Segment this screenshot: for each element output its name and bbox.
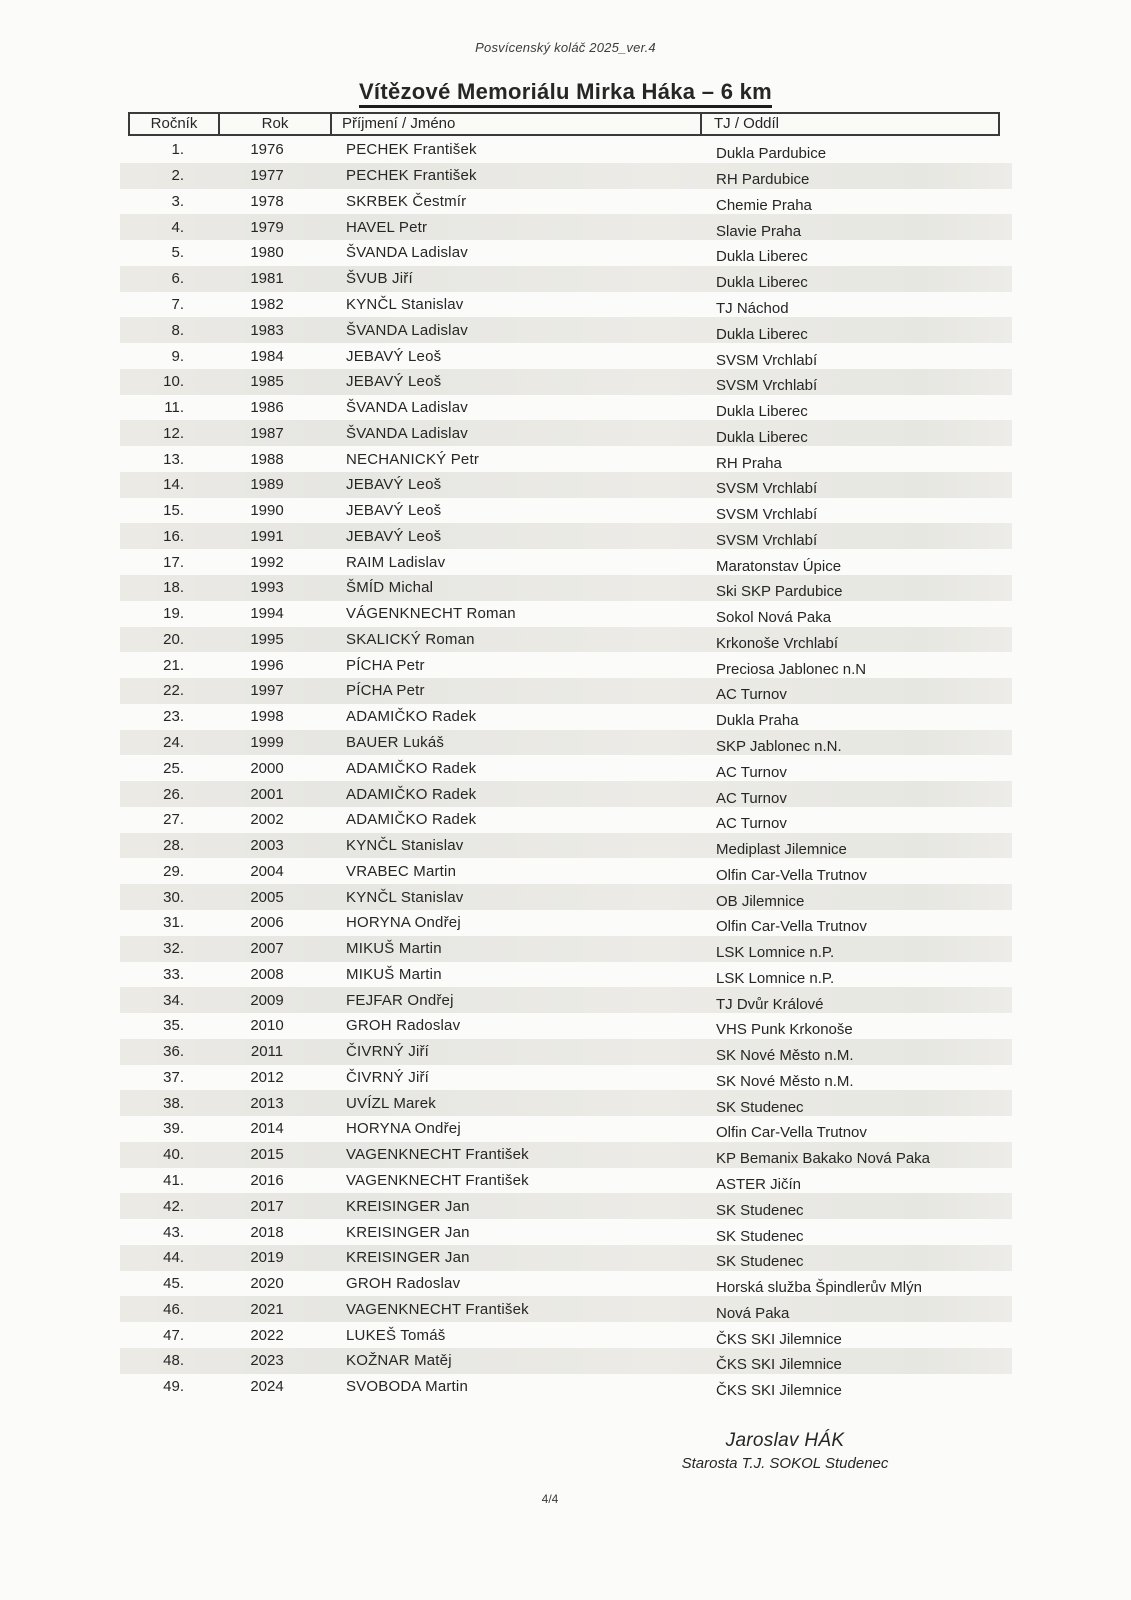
cell-oddil: SKP Jablonec n.N. bbox=[716, 737, 842, 755]
cell-rocnik: 22. bbox=[163, 682, 184, 700]
table-row bbox=[120, 472, 1012, 498]
table-row bbox=[120, 884, 1012, 910]
cell-rocnik: 17. bbox=[163, 553, 184, 571]
cell-jmeno: SKRBEK Čestmír bbox=[346, 192, 467, 210]
cell-rok: 2009 bbox=[250, 991, 284, 1009]
cell-jmeno: ADAMIČKO Radek bbox=[346, 811, 477, 829]
cell-jmeno: PECHEK František bbox=[346, 167, 477, 185]
table-row bbox=[120, 523, 1012, 549]
cell-oddil: Dukla Pardubice bbox=[716, 145, 827, 163]
cell-rok: 2006 bbox=[250, 914, 284, 932]
table-row bbox=[120, 730, 1012, 756]
cell-rocnik: 45. bbox=[163, 1275, 184, 1293]
cell-rocnik: 9. bbox=[171, 347, 184, 365]
column-header-jmeno: Příjmení / Jméno bbox=[330, 112, 702, 136]
cell-jmeno: HAVEL Petr bbox=[346, 218, 428, 236]
table-row bbox=[120, 1193, 1012, 1219]
cell-rocnik: 29. bbox=[163, 862, 184, 880]
table-row bbox=[120, 549, 1012, 575]
cell-rok: 2003 bbox=[250, 837, 284, 855]
cell-jmeno: KREISINGER Jan bbox=[346, 1197, 470, 1215]
cell-rok: 1997 bbox=[250, 682, 284, 700]
cell-oddil: LSK Lomnice n.P. bbox=[716, 969, 835, 987]
table-row bbox=[120, 266, 1012, 292]
table-row bbox=[120, 292, 1012, 318]
table-header bbox=[128, 112, 1000, 136]
cell-oddil: Ski SKP Pardubice bbox=[716, 583, 843, 601]
cell-rocnik: 47. bbox=[163, 1326, 184, 1344]
table-row bbox=[120, 1296, 1012, 1322]
cell-oddil: Dukla Liberec bbox=[716, 274, 808, 292]
cell-jmeno: FEJFAR Ondřej bbox=[346, 991, 454, 1009]
cell-oddil: AC Turnov bbox=[716, 763, 787, 781]
cell-rok: 2016 bbox=[250, 1172, 284, 1189]
cell-oddil: SVSM Vrchlabí bbox=[716, 506, 818, 524]
cell-oddil: Olfin Car-Vella Trutnov bbox=[716, 866, 867, 884]
cell-rok: 2002 bbox=[250, 811, 284, 829]
cell-jmeno: JEBAVÝ Leoš bbox=[346, 502, 442, 520]
cell-rocnik: 42. bbox=[163, 1197, 184, 1215]
signature-name: Jaroslav HÁK bbox=[725, 1430, 845, 1451]
table-row bbox=[120, 833, 1012, 859]
cell-rocnik: 13. bbox=[163, 450, 184, 468]
cell-rok: 2010 bbox=[250, 1017, 284, 1035]
table-row bbox=[120, 962, 1012, 988]
table-row bbox=[120, 1219, 1012, 1245]
cell-jmeno: ŠVANDA Ladislav bbox=[346, 399, 468, 417]
cell-rocnik: 3. bbox=[171, 192, 184, 210]
column-header-rok: Rok bbox=[218, 112, 332, 136]
cell-rok: 1983 bbox=[250, 321, 284, 339]
cell-rok: 1980 bbox=[250, 244, 284, 262]
cell-rok: 2020 bbox=[250, 1275, 284, 1293]
signature-block bbox=[610, 1430, 960, 1472]
cell-oddil: TJ Náchod bbox=[716, 299, 789, 317]
table-row bbox=[120, 704, 1012, 730]
cell-rocnik: 43. bbox=[163, 1223, 184, 1241]
cell-jmeno: PÍCHA Petr bbox=[346, 682, 425, 700]
cell-rok: 1996 bbox=[250, 656, 284, 674]
cell-rok: 2022 bbox=[250, 1326, 284, 1344]
table-row bbox=[120, 369, 1012, 395]
cell-jmeno: JEBAVÝ Leoš bbox=[346, 347, 442, 365]
header-note: Posvícenský koláč 2025_ver.4 bbox=[475, 40, 656, 55]
cell-oddil: VHS Punk Krkonoše bbox=[716, 1021, 853, 1039]
cell-rocnik: 24. bbox=[163, 733, 184, 751]
cell-rocnik: 21. bbox=[163, 656, 184, 674]
cell-rocnik: 7. bbox=[171, 295, 184, 313]
cell-rocnik: 10. bbox=[163, 373, 184, 391]
table-row bbox=[120, 652, 1012, 678]
cell-rok: 1991 bbox=[250, 527, 284, 545]
table-row bbox=[120, 1168, 1012, 1194]
table-row bbox=[120, 936, 1012, 962]
cell-rok: 1978 bbox=[250, 192, 284, 210]
cell-jmeno: KREISINGER Jan bbox=[346, 1249, 470, 1267]
cell-rok: 1987 bbox=[250, 424, 284, 442]
table-row bbox=[120, 1271, 1012, 1297]
cell-oddil: Krkonoše Vrchlabí bbox=[716, 634, 839, 652]
cell-rocnik: 33. bbox=[163, 965, 184, 983]
cell-rok: 1993 bbox=[250, 579, 284, 597]
cell-jmeno: NECHANICKÝ Petr bbox=[346, 450, 480, 468]
table-row bbox=[120, 317, 1012, 343]
cell-oddil: RH Praha bbox=[716, 454, 782, 472]
cell-rok: 2023 bbox=[250, 1352, 284, 1370]
cell-rok: 1988 bbox=[250, 450, 284, 468]
cell-oddil: Dukla Liberec bbox=[716, 325, 808, 343]
cell-oddil: Dukla Liberec bbox=[716, 403, 808, 421]
table-row bbox=[120, 395, 1012, 421]
cell-rok: 2024 bbox=[250, 1378, 284, 1396]
cell-rocnik: 1. bbox=[171, 141, 184, 159]
cell-rocnik: 4. bbox=[171, 218, 184, 236]
table-row bbox=[120, 627, 1012, 653]
cell-oddil: TJ Dvůr Králové bbox=[716, 995, 824, 1013]
table-row bbox=[120, 189, 1012, 215]
table-row bbox=[120, 498, 1012, 524]
cell-oddil: SK Nové Město n.M. bbox=[716, 1072, 854, 1090]
cell-jmeno: KREISINGER Jan bbox=[346, 1223, 470, 1241]
cell-jmeno: KYNČL Stanislav bbox=[346, 837, 464, 855]
cell-rocnik: 26. bbox=[163, 785, 184, 803]
table-row bbox=[120, 987, 1012, 1013]
cell-rok: 2007 bbox=[250, 940, 284, 958]
table-row bbox=[120, 755, 1012, 781]
cell-jmeno: SVOBODA Martin bbox=[346, 1378, 469, 1396]
cell-oddil: Horská služba Špindlerův Mlýn bbox=[716, 1279, 922, 1297]
cell-rok: 2000 bbox=[250, 759, 284, 777]
cell-oddil: Mediplast Jilemnice bbox=[716, 841, 847, 859]
cell-rok: 1999 bbox=[250, 733, 284, 751]
cell-jmeno: VRABEC Martin bbox=[346, 862, 457, 880]
cell-jmeno: VAGENKNECHT František bbox=[346, 1146, 529, 1164]
table-row bbox=[120, 163, 1012, 189]
cell-rok: 1977 bbox=[250, 167, 284, 185]
cell-oddil: Dukla Liberec bbox=[716, 248, 808, 266]
cell-rok: 2012 bbox=[250, 1068, 284, 1086]
cell-oddil: AC Turnov bbox=[716, 815, 787, 833]
cell-rocnik: 2. bbox=[171, 167, 184, 185]
cell-jmeno: GROH Radoslav bbox=[346, 1017, 461, 1035]
cell-jmeno: UVÍZL Marek bbox=[346, 1094, 436, 1112]
table-row bbox=[120, 910, 1012, 936]
cell-oddil: SK Studenec bbox=[716, 1253, 804, 1271]
cell-jmeno: ČIVRNÝ Jiří bbox=[346, 1068, 430, 1086]
cell-jmeno: ADAMIČKO Radek bbox=[346, 759, 477, 777]
page-title bbox=[0, 79, 1131, 105]
cell-rok: 1994 bbox=[250, 605, 284, 623]
cell-rok: 2013 bbox=[250, 1094, 284, 1112]
cell-rok: 2011 bbox=[250, 1043, 284, 1061]
table-row bbox=[120, 446, 1012, 472]
cell-rok: 2001 bbox=[250, 785, 284, 803]
cell-jmeno: ŠVANDA Ladislav bbox=[346, 424, 468, 442]
cell-rok: 1992 bbox=[250, 553, 284, 571]
cell-jmeno: ŠVANDA Ladislav bbox=[346, 321, 468, 339]
cell-rocnik: 16. bbox=[163, 527, 184, 545]
cell-jmeno: JEBAVÝ Leoš bbox=[346, 476, 442, 494]
cell-jmeno: MIKUŠ Martin bbox=[346, 940, 442, 958]
table-row bbox=[120, 214, 1012, 240]
cell-rocnik: 40. bbox=[163, 1146, 184, 1164]
cell-rocnik: 32. bbox=[163, 940, 184, 958]
cell-rocnik: 48. bbox=[163, 1352, 184, 1370]
cell-oddil: SK Studenec bbox=[716, 1227, 804, 1245]
cell-oddil: OB Jilemnice bbox=[716, 892, 805, 910]
cell-jmeno: LUKEŠ Tomáš bbox=[346, 1326, 446, 1344]
cell-rocnik: 18. bbox=[163, 579, 184, 597]
cell-jmeno: HORYNA Ondřej bbox=[346, 1120, 461, 1138]
cell-jmeno: KYNČL Stanislav bbox=[346, 295, 464, 313]
cell-jmeno: ŠVUB Jiří bbox=[346, 270, 413, 288]
table-row bbox=[120, 1116, 1012, 1142]
cell-jmeno: MIKUŠ Martin bbox=[346, 965, 442, 983]
table-row bbox=[120, 781, 1012, 807]
cell-rok: 2018 bbox=[250, 1223, 284, 1241]
cell-rocnik: 5. bbox=[171, 244, 184, 262]
cell-oddil: SK Studenec bbox=[716, 1098, 804, 1116]
table-body bbox=[120, 137, 1012, 1400]
cell-oddil: Slavie Praha bbox=[716, 222, 802, 240]
cell-oddil: KP Bemanix Bakako Nová Paka bbox=[716, 1150, 931, 1168]
cell-oddil: ASTER Jičín bbox=[716, 1176, 802, 1193]
table-row bbox=[120, 601, 1012, 627]
cell-jmeno: JEBAVÝ Leoš bbox=[346, 373, 442, 391]
cell-oddil: Olfin Car-Vella Trutnov bbox=[716, 1124, 867, 1142]
cell-rocnik: 14. bbox=[163, 476, 184, 494]
cell-rok: 1989 bbox=[250, 476, 284, 494]
cell-oddil: Chemie Praha bbox=[716, 196, 812, 214]
cell-jmeno: ŠMÍD Michal bbox=[346, 579, 434, 597]
cell-oddil: SK Studenec bbox=[716, 1201, 804, 1219]
cell-rok: 1986 bbox=[250, 399, 284, 417]
cell-rocnik: 35. bbox=[163, 1017, 184, 1035]
cell-oddil: Sokol Nová Paka bbox=[716, 609, 832, 627]
cell-rok: 2017 bbox=[250, 1197, 284, 1215]
table-row bbox=[120, 343, 1012, 369]
cell-jmeno: ADAMIČKO Radek bbox=[346, 708, 477, 726]
column-header-oddil: TJ / Oddíl bbox=[700, 112, 1000, 136]
cell-rocnik: 49. bbox=[163, 1378, 184, 1396]
cell-rocnik: 34. bbox=[163, 991, 184, 1009]
cell-rok: 1998 bbox=[250, 708, 284, 726]
cell-rocnik: 30. bbox=[163, 888, 184, 906]
cell-rocnik: 11. bbox=[164, 399, 184, 417]
cell-jmeno: HORYNA Ondřej bbox=[346, 914, 461, 932]
cell-oddil: AC Turnov bbox=[716, 686, 787, 704]
cell-rok: 2021 bbox=[250, 1300, 284, 1318]
cell-jmeno: VAGENKNECHT František bbox=[346, 1172, 529, 1189]
cell-jmeno: BAUER Lukáš bbox=[346, 733, 445, 751]
cell-rocnik: 20. bbox=[163, 630, 184, 648]
cell-rok: 2004 bbox=[250, 862, 284, 880]
cell-oddil: ČKS SKI Jilemnice bbox=[716, 1330, 842, 1348]
cell-oddil: Maratonstav Úpice bbox=[716, 557, 842, 575]
table-row bbox=[120, 678, 1012, 704]
cell-oddil: Nová Paka bbox=[716, 1304, 790, 1322]
cell-rocnik: 23. bbox=[163, 708, 184, 726]
table-row bbox=[120, 240, 1012, 266]
table-row bbox=[120, 1322, 1012, 1348]
cell-rok: 1982 bbox=[250, 295, 284, 313]
cell-jmeno: RAIM Ladislav bbox=[346, 553, 446, 571]
cell-rok: 1995 bbox=[250, 630, 284, 648]
table-row bbox=[120, 1090, 1012, 1116]
cell-rocnik: 28. bbox=[163, 837, 184, 855]
cell-oddil: Preciosa Jablonec n.N bbox=[716, 660, 867, 678]
table-row bbox=[120, 858, 1012, 884]
table-row bbox=[120, 1245, 1012, 1271]
cell-jmeno: ŠVANDA Ladislav bbox=[346, 244, 468, 262]
cell-rok: 1984 bbox=[250, 347, 284, 365]
cell-rocnik: 19. bbox=[163, 605, 184, 623]
table-row bbox=[120, 1039, 1012, 1065]
cell-jmeno: JEBAVÝ Leoš bbox=[346, 527, 442, 545]
table-row bbox=[120, 137, 1012, 163]
table-row bbox=[120, 575, 1012, 601]
page-number: 4/4 bbox=[541, 1492, 559, 1506]
cell-rok: 2014 bbox=[250, 1120, 284, 1138]
cell-rok: 1990 bbox=[250, 502, 284, 520]
cell-rok: 1985 bbox=[250, 373, 284, 391]
cell-rocnik: 38. bbox=[163, 1094, 184, 1112]
cell-rok: 2005 bbox=[250, 888, 284, 906]
cell-oddil: SK Nové Město n.M. bbox=[716, 1047, 854, 1065]
table-row bbox=[120, 1348, 1012, 1374]
cell-jmeno: PÍCHA Petr bbox=[346, 656, 425, 674]
cell-rocnik: 27. bbox=[163, 811, 184, 829]
cell-oddil: SVSM Vrchlabí bbox=[716, 377, 818, 395]
cell-jmeno: GROH Radoslav bbox=[346, 1275, 461, 1293]
cell-oddil: SVSM Vrchlabí bbox=[716, 531, 818, 549]
cell-rocnik: 36. bbox=[163, 1043, 184, 1061]
cell-jmeno: KYNČL Stanislav bbox=[346, 888, 464, 906]
table-row bbox=[120, 1065, 1012, 1091]
column-header-rocnik: Ročník bbox=[128, 112, 220, 136]
cell-rocnik: 31. bbox=[163, 914, 184, 932]
cell-rok: 1981 bbox=[250, 270, 284, 288]
cell-rok: 1976 bbox=[250, 141, 284, 159]
table-row bbox=[120, 1142, 1012, 1168]
cell-oddil: Olfin Car-Vella Trutnov bbox=[716, 918, 867, 936]
cell-jmeno: ČIVRNÝ Jiří bbox=[346, 1043, 430, 1061]
cell-oddil: RH Pardubice bbox=[716, 171, 810, 189]
cell-jmeno: ADAMIČKO Radek bbox=[346, 785, 477, 803]
cell-rok: 1979 bbox=[250, 218, 284, 236]
cell-rocnik: 46. bbox=[163, 1300, 184, 1318]
cell-oddil: ČKS SKI Jilemnice bbox=[716, 1382, 842, 1400]
page-title-text: Vítězové Memoriálu Mirka Háka – 6 km bbox=[359, 79, 772, 108]
cell-rok: 2019 bbox=[250, 1249, 284, 1267]
cell-jmeno: VÁGENKNECHT Roman bbox=[346, 605, 516, 623]
cell-rocnik: 39. bbox=[163, 1120, 184, 1138]
cell-rocnik: 37. bbox=[163, 1068, 184, 1086]
cell-oddil: SVSM Vrchlabí bbox=[716, 351, 818, 369]
cell-rocnik: 12. bbox=[163, 424, 184, 442]
cell-rocnik: 8. bbox=[171, 321, 184, 339]
cell-rocnik: 41. bbox=[163, 1172, 184, 1189]
cell-oddil: AC Turnov bbox=[716, 789, 787, 807]
cell-oddil: LSK Lomnice n.P. bbox=[716, 944, 835, 962]
table-row bbox=[120, 1013, 1012, 1039]
table-row bbox=[120, 420, 1012, 446]
cell-rocnik: 15. bbox=[163, 502, 184, 520]
table-row bbox=[120, 1374, 1012, 1400]
cell-rocnik: 6. bbox=[171, 270, 184, 288]
cell-rok: 2015 bbox=[250, 1146, 284, 1164]
cell-oddil: ČKS SKI Jilemnice bbox=[716, 1356, 842, 1374]
cell-jmeno: VAGENKNECHT František bbox=[346, 1300, 529, 1318]
cell-rok: 2008 bbox=[250, 965, 284, 983]
cell-rocnik: 25. bbox=[163, 759, 184, 777]
cell-jmeno: PECHEK František bbox=[346, 141, 477, 159]
cell-rocnik: 44. bbox=[163, 1249, 184, 1267]
cell-oddil: Dukla Praha bbox=[716, 712, 799, 730]
cell-jmeno: SKALICKÝ Roman bbox=[346, 630, 475, 648]
signature-role: Starosta T.J. SOKOL Studenec bbox=[681, 1455, 889, 1472]
cell-oddil: SVSM Vrchlabí bbox=[716, 480, 818, 498]
cell-jmeno: KOŽNAR Matěj bbox=[346, 1352, 452, 1370]
cell-oddil: Dukla Liberec bbox=[716, 428, 808, 446]
table-row bbox=[120, 807, 1012, 833]
